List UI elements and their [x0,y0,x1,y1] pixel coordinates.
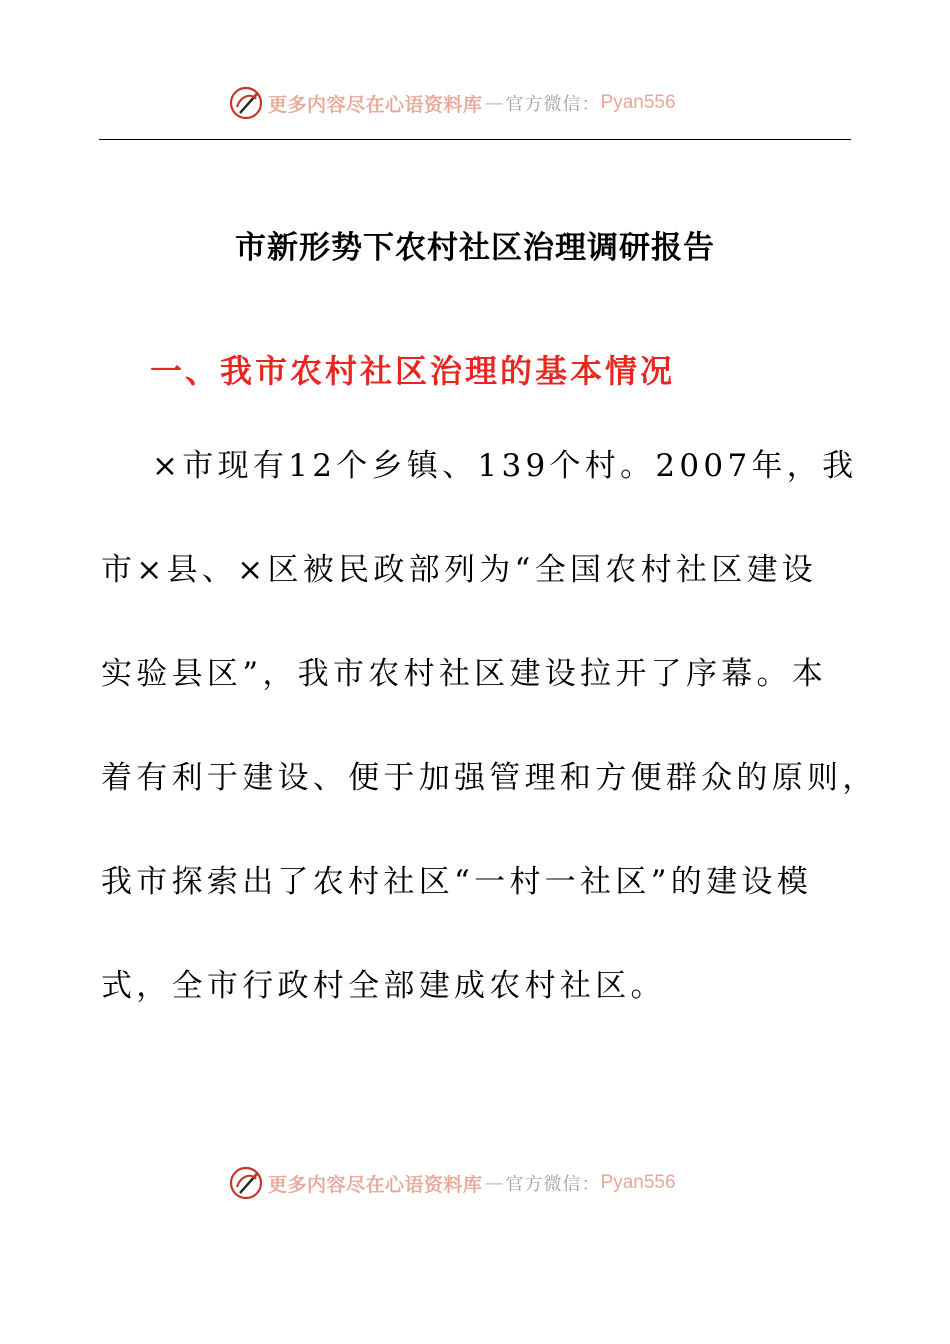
banner-wechat-id: Pyan556 [600,1172,676,1193]
banner-sub-text: 官方微信： [505,1174,601,1195]
paragraph-line: 市×县、×区被民政部列为“全国农村社区建设 [101,552,818,588]
logo-icon [228,1165,264,1201]
header-banner [228,83,676,123]
banner-dash: — [484,1172,504,1194]
banner-dash: — [484,92,504,114]
banner-main-text: 更多内容尽在心语资料库 [268,93,483,116]
paragraph-line: ×市现有12个乡镇、139个村。2007年，我 [152,448,858,484]
section-heading: 一、我市农村社区治理的基本情况 [150,352,676,390]
paragraph-line: 着有利于建设、便于加强管理和方便群众的原则， [101,760,878,796]
page-title: 市新形势下农村社区治理调研报告 [235,230,715,266]
paragraph-line: 我市探索出了农村社区“一村一社区”的建设模 [101,864,812,900]
paragraph-line: 实验县区”，我市农村社区建设拉开了序幕。本 [101,656,828,692]
footer-banner [228,1163,676,1203]
header-divider [99,139,851,140]
logo-icon [228,85,264,121]
paragraph-line: 式，全市行政村全部建成农村社区。 [101,968,666,1004]
banner-main-text: 更多内容尽在心语资料库 [268,1173,483,1196]
banner-wechat-id: Pyan556 [600,92,676,113]
banner-sub-text: 官方微信： [505,94,601,115]
